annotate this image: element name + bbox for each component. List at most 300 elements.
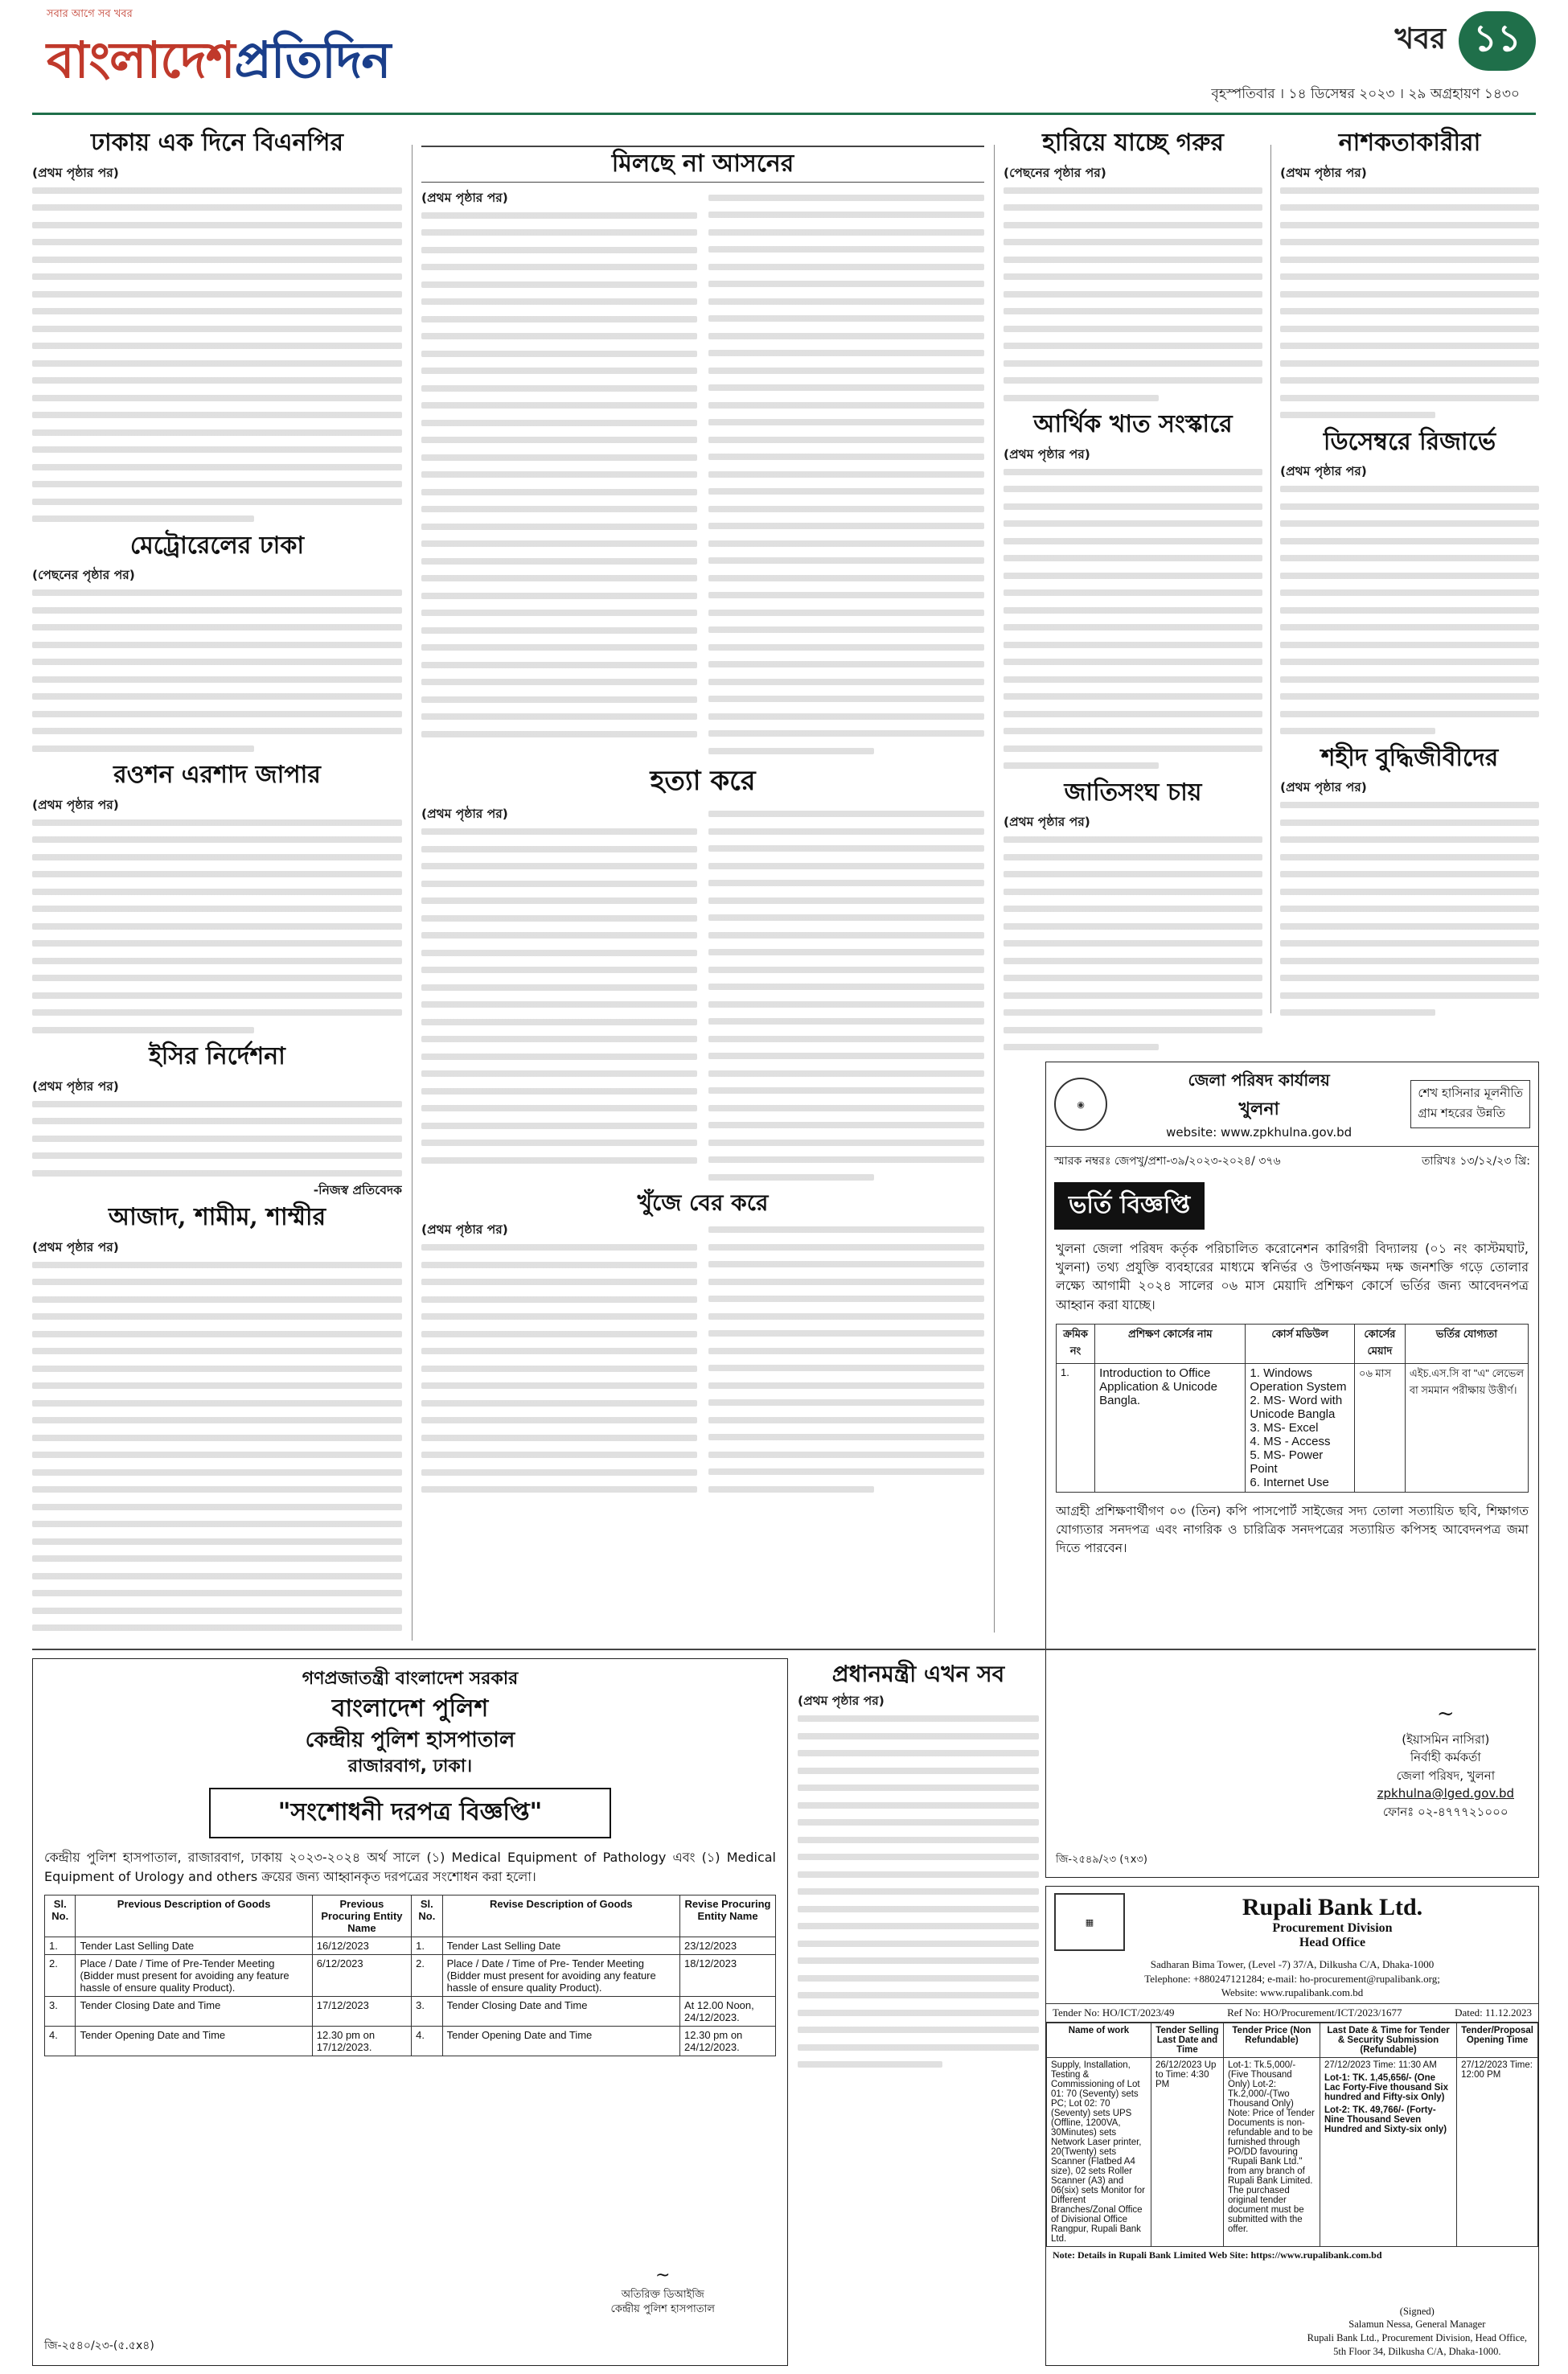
table-header: কোর্সের মেয়াদ <box>1355 1324 1406 1363</box>
table-header: Name of work <box>1047 2023 1151 2057</box>
text-line <box>708 1411 984 1429</box>
article-lead: (প্রথম পৃষ্ঠার পর) <box>32 165 119 180</box>
text-line <box>708 926 984 944</box>
text-line <box>421 1082 697 1100</box>
article-signoff: -নিজস্ব প্রতিবেদক <box>313 1183 402 1197</box>
text-line <box>708 857 984 875</box>
article-headline[interactable]: আর্থিক খাত সংস্কারে <box>1033 410 1233 438</box>
text-line <box>708 909 984 926</box>
article-body <box>798 1692 1039 2073</box>
column-right <box>1280 125 1539 1041</box>
article-headline[interactable]: খুঁজে বের করে <box>637 1189 769 1217</box>
office-name: জেলা পরিষদ কার্যালয় <box>1188 1070 1330 1090</box>
text-line <box>1004 320 1262 338</box>
bank-website[interactable]: Website: www.rupalibank.com.bd <box>1221 1986 1364 1999</box>
text-line <box>1004 848 1262 866</box>
text-line <box>1280 302 1539 320</box>
course-module: 4. MS - Access <box>1250 1434 1331 1448</box>
text-line <box>1280 480 1539 498</box>
text-line <box>32 337 402 355</box>
text-line <box>1280 618 1539 636</box>
text-line <box>421 414 697 432</box>
text-line <box>32 1567 402 1585</box>
article-body-columns <box>421 189 984 760</box>
article-body-columns <box>421 1221 984 1498</box>
text-line <box>421 310 697 328</box>
text-line <box>708 1030 984 1048</box>
masthead-divider <box>32 113 1536 115</box>
signatory-title: অতিরিক্ত ডিআইজি <box>621 2288 704 2301</box>
text-line <box>32 182 402 199</box>
text-line <box>1004 549 1262 567</box>
text-line <box>1004 688 1262 705</box>
article-body <box>421 189 697 760</box>
text-line <box>1004 480 1262 498</box>
tender-intro: কেন্দ্রীয় পুলিশ হাসপাতাল, রাজারবাগ, ঢাকায় ২০২৩-২০২৪ অর্থ সালে (১) Medical Equipment of Pathology এবং (১) Medical Equipment of Urology and others ক্রয়ের জন্য আহ্বানকৃত দরপত্রের সংশোধন করা হলো। <box>44 1849 776 1884</box>
text-line <box>798 1969 1039 1987</box>
text-line <box>708 206 984 224</box>
text-line <box>421 639 697 656</box>
column-middle <box>421 141 984 1637</box>
admission-title: ভর্তি বিজ্ঞপ্তি <box>1054 1182 1205 1230</box>
text-line <box>421 673 697 691</box>
text-line <box>32 389 402 407</box>
article-headline[interactable]: আজাদ, শামীম, শাম্মীর <box>108 1203 326 1231</box>
page-number-badge: ১১ <box>1459 11 1536 71</box>
table-cell: 6/12/2023 <box>312 1954 411 1996</box>
table-cell: 23/12/2023 <box>680 1937 776 1954</box>
text-line <box>32 848 402 866</box>
text-line <box>32 1164 402 1182</box>
table-header: Last Date & Time for Tender & Security Submission (Refundable) <box>1320 2023 1457 2057</box>
tender-number: Tender No: HO/ICT/2023/49 <box>1053 2006 1175 2019</box>
signature-scribble: ~ <box>1436 1701 1455 1726</box>
article-body <box>1004 164 1262 407</box>
text-line <box>421 622 697 639</box>
text-line <box>32 653 402 671</box>
text-line <box>421 518 697 536</box>
text-line <box>32 952 402 970</box>
text-line <box>798 1797 1039 1814</box>
text-line <box>1280 233 1539 251</box>
text-line <box>421 276 697 294</box>
text-line <box>32 1602 402 1620</box>
text-line <box>32 1619 402 1637</box>
text-line <box>1004 199 1262 216</box>
text-line <box>1004 969 1262 987</box>
text-line <box>1004 233 1262 251</box>
text-line <box>1280 848 1539 866</box>
article-headline[interactable]: মিলছে না আসনের <box>421 146 984 183</box>
text-line <box>798 1744 1039 1762</box>
text-line <box>421 1394 697 1412</box>
text-line <box>1280 216 1539 234</box>
text-line <box>1280 722 1435 740</box>
text-line <box>1004 705 1262 723</box>
article-headline[interactable]: নাশকতাকারীরা <box>1338 129 1481 157</box>
signatory-title: নির্বাহী কর্মকর্তা <box>1410 1750 1481 1764</box>
table-cell: 12.30 pm on 17/12/2023. <box>312 2026 411 2056</box>
text-line <box>708 327 984 345</box>
article-body <box>1280 462 1539 740</box>
table-cell: Tender Closing Date and Time <box>442 1996 679 2026</box>
text-line <box>32 618 402 636</box>
table-header: কোর্স মডিউল <box>1246 1324 1355 1363</box>
submission-details <box>1320 2057 1457 2246</box>
bank-signature <box>1307 2305 1527 2360</box>
text-line <box>1280 900 1539 918</box>
table-row <box>1047 2057 1538 2246</box>
text-line <box>32 636 402 654</box>
table-cell: Tender Last Selling Date <box>76 1937 312 1954</box>
text-line <box>421 1411 697 1429</box>
text-line <box>708 1394 984 1411</box>
pm-article <box>804 1641 1034 1649</box>
zila-parishad-admission-ad[interactable] <box>1045 1062 1539 1878</box>
text-line <box>708 500 984 518</box>
text-line <box>708 639 984 656</box>
table-cell: 3. <box>45 1996 76 2026</box>
table-cell: 2. <box>412 1954 442 1996</box>
bank-address: Sadharan Bima Tower, (Level -7) 37/A, Dilkusha C/A, Dhaka-1000 <box>1150 1958 1435 1970</box>
text-line <box>421 1099 697 1117</box>
text-line <box>708 1255 984 1273</box>
text-line <box>708 275 984 293</box>
text-line <box>1004 532 1262 550</box>
text-line <box>1004 831 1262 848</box>
table-header: Sl. No. <box>45 1895 76 1937</box>
table-cell: 3. <box>412 1996 442 2026</box>
text-line <box>1004 584 1262 602</box>
text-line <box>1280 671 1539 688</box>
text-line <box>798 1952 1039 1969</box>
text-line <box>32 1515 402 1533</box>
table-header: Previous Procuring Entity Name <box>312 1895 411 1937</box>
text-line <box>32 510 254 528</box>
text-line <box>1004 636 1262 654</box>
column-divider <box>412 145 413 1641</box>
text-line <box>1004 515 1262 532</box>
text-line <box>708 1221 984 1238</box>
text-line <box>32 722 402 740</box>
text-line <box>708 1238 984 1256</box>
text-line <box>798 1866 1039 1883</box>
text-line <box>421 875 697 893</box>
police-hospital-tender-ad[interactable] <box>32 1658 788 2366</box>
text-line <box>32 1273 402 1291</box>
police-line: বাংলাদেশ পুলিশ <box>331 1694 489 1723</box>
text-line <box>421 362 697 380</box>
text-line <box>421 1308 697 1325</box>
table-header: Tender Selling Last Date and Time <box>1151 2023 1224 2057</box>
lot2-security: Lot-2: TK. 49,766/- (Forty-Nine Thousand Seven Hundred and Sixty-six only) <box>1324 2105 1447 2134</box>
text-line <box>708 293 984 310</box>
memo-number: স্মারক নম্বরঃ জেপখু/প্রশা-৩৯/২০২৩-২০২৪/ ৩৭৬ <box>1054 1155 1281 1168</box>
text-line <box>421 449 697 466</box>
table-cell: Tender Last Selling Date <box>442 1937 679 1954</box>
article-body <box>708 189 984 760</box>
text-line <box>1280 636 1539 654</box>
text-line <box>708 1047 984 1065</box>
article-lead: (প্রথম পৃষ্ঠার পর) <box>1004 446 1090 462</box>
text-line <box>32 1095 402 1113</box>
table-cell: 4. <box>45 2026 76 2056</box>
text-line <box>421 708 697 725</box>
text-line <box>1004 372 1262 389</box>
text-line <box>708 874 984 892</box>
text-line <box>32 1325 402 1343</box>
text-line <box>1004 722 1262 740</box>
column-left <box>32 125 402 1637</box>
text-line <box>798 1727 1039 1745</box>
table-header: Tender Price (Non Refundable) <box>1224 2023 1320 2057</box>
text-line <box>421 823 697 840</box>
text-line <box>708 805 984 823</box>
text-line <box>1004 671 1262 688</box>
article-headline[interactable]: ডিসেম্বরে রিজার্ভে <box>1323 427 1496 456</box>
text-line <box>708 1169 874 1186</box>
text-line <box>708 1325 984 1342</box>
text-line <box>1004 268 1262 285</box>
section-header <box>1395 11 1536 71</box>
text-line <box>32 1411 402 1429</box>
text-line <box>421 1342 697 1360</box>
article-body <box>421 1221 697 1498</box>
table-header: Revise Procuring Entity Name <box>680 1895 776 1937</box>
text-line <box>32 1004 402 1021</box>
text-line <box>421 345 697 363</box>
text-line <box>32 1377 402 1394</box>
text-line <box>1004 182 1262 199</box>
text-line <box>421 961 697 979</box>
text-line <box>708 1134 984 1152</box>
rupali-bank-tender-ad[interactable] <box>1045 1886 1539 2366</box>
table-header: Sl. No. <box>412 1895 442 1937</box>
table-row <box>45 1996 776 2026</box>
motto-line-1: শেখ হাসিনার মূলনীতি <box>1418 1086 1523 1100</box>
article-headline[interactable]: প্রধানমন্ত্রী এখন সব <box>831 1661 1005 1687</box>
article-lead: (প্রথম পৃষ্ঠার পর) <box>32 1239 119 1255</box>
text-line <box>32 900 402 918</box>
text-line <box>1280 532 1539 550</box>
text-line <box>421 910 697 927</box>
text-line <box>421 1291 697 1308</box>
masthead-tagline: সবার আগে সব খবর <box>47 8 133 20</box>
location-line: রাজারবাগ, ঢাকা। <box>347 1756 473 1777</box>
text-line <box>1280 285 1539 303</box>
text-line <box>708 310 984 327</box>
motto-line-2: গ্রাম শহরের উন্নতি <box>1418 1106 1505 1120</box>
text-line <box>708 413 984 431</box>
text-line <box>1004 355 1262 372</box>
text-line <box>32 1464 402 1481</box>
text-line <box>32 814 402 832</box>
article-body <box>421 805 697 1185</box>
course-eligibility: এইচ.এস.সি বা "এ" লেভেল বা সমমান পরীক্ষায় উত্তীর্ণ। <box>1405 1363 1528 1492</box>
text-line <box>708 621 984 639</box>
text-line <box>32 1112 402 1130</box>
table-cell: Tender Closing Date and Time <box>76 1996 312 2026</box>
article-body <box>32 1078 402 1200</box>
text-line <box>32 458 402 476</box>
text-line <box>798 1986 1039 2004</box>
bank-logo-icon: ▦ <box>1054 1893 1125 1951</box>
text-line <box>32 1130 402 1148</box>
text-line <box>708 1359 984 1377</box>
article-body-columns <box>421 805 984 1185</box>
text-line <box>1004 251 1262 269</box>
text-line <box>708 961 984 979</box>
office-website[interactable]: website: www.zpkhulna.gov.bd <box>1166 1125 1353 1140</box>
article-body <box>32 566 402 757</box>
text-line <box>421 587 697 605</box>
text-line <box>32 475 402 493</box>
text-line <box>32 865 402 883</box>
text-line <box>708 1308 984 1325</box>
text-line <box>421 258 697 276</box>
text-line <box>1280 918 1539 935</box>
text-line <box>421 431 697 449</box>
text-line <box>1280 814 1539 832</box>
text-line <box>421 569 697 587</box>
admission-intro: খুলনা জেলা পরিষদ কর্তৃক পরিচালিত করোনেশন কারিগরী বিদ্যালয় (০১ নং কাস্টমঘাট, খুলনা) তথ্য প্রযুক্তি ব্যবহারের মাধ্যমে স্বনির্ভর ও উপার্জনক্ষম দক্ষ জনশক্তি গড়ে তোলার লক্ষ্যে আগামী ২০২৪ সালের ০৬ মাস মেয়াদি প্রশিক্ষণ কোর্সে ভর্তির জন্য আবেদনপত্র আহ্বান করা যাচ্ছে। <box>1056 1241 1529 1312</box>
signatory-office: কেন্দ্রীয় পুলিশ হাসপাতাল <box>610 2302 715 2315</box>
signatory-line-2: Rupali Bank Ltd., Procurement Division, Head Office, <box>1307 2332 1527 2344</box>
selling-date: 26/12/2023 Up to Time: 4:30 PM <box>1151 2057 1224 2246</box>
signatory-name: (ইয়াসমিন নাসিরা) <box>1402 1731 1490 1747</box>
article-headline[interactable]: মেট্রোরেলের ঢাকা <box>129 531 305 560</box>
column-divider <box>994 145 995 1633</box>
text-line <box>708 362 984 380</box>
signed-label: (Signed) <box>1399 2305 1435 2317</box>
signature-scribble: ~ <box>655 2265 671 2286</box>
text-line <box>32 705 402 723</box>
work-name: Supply, Installation, Testing & Commissioning of Lot 01: 70 (Seventy) sets PC; Lot 02: 70 (Seventy) sets UPS (Offline, 1200VA, 30Minutes) sets Network Laser printer, 20(Twenty) sets Scanner (Flatbed A4 size), 02 sets Roller Scanner (A3) and 06(six) sets Monitor for Different Branches/Zonal Office of Divisional Office Rangpur, Rupali Bank Ltd. <box>1047 2057 1151 2246</box>
table-row <box>1057 1363 1529 1492</box>
text-line <box>708 258 984 276</box>
text-line <box>798 2004 1039 2022</box>
text-line <box>32 969 402 987</box>
text-line <box>32 285 402 303</box>
text-line <box>421 1325 697 1343</box>
article-headline[interactable]: হারিয়ে যাচ্ছে গরুর <box>1042 129 1224 157</box>
table-cell: At 12.00 Noon, 24/12/2023. <box>680 1996 776 2026</box>
text-line <box>32 441 402 458</box>
article-headline[interactable]: রওশন এরশাদ জাপার <box>113 761 321 789</box>
text-line <box>1280 337 1539 355</box>
text-line <box>421 1429 697 1447</box>
text-line <box>1280 883 1539 901</box>
text-line <box>1004 216 1262 234</box>
text-line <box>1280 1004 1435 1021</box>
text-line <box>421 926 697 944</box>
text-line <box>421 604 697 622</box>
text-line <box>1280 987 1539 1004</box>
text-line <box>798 2056 942 2073</box>
table-cell: 16/12/2023 <box>312 1937 411 1954</box>
text-line <box>421 1273 697 1291</box>
article-lead: (প্রথম পৃষ্ঠার পর) <box>421 190 508 205</box>
article-headline[interactable]: জাতিসংঘ চায় <box>1064 778 1202 807</box>
text-line <box>32 671 402 688</box>
article-headline[interactable]: হত্যা করে <box>650 765 756 797</box>
text-line <box>421 396 697 414</box>
text-line <box>32 1360 402 1378</box>
text-line <box>708 396 984 414</box>
text-line <box>1280 389 1539 407</box>
text-line <box>1004 302 1262 320</box>
article-headline[interactable]: শহীদ বুদ্ধিজীবীদের <box>1320 743 1499 772</box>
submission-date: 27/12/2023 Time: 11:30 AM <box>1324 2060 1437 2070</box>
bank-division: Procurement Division <box>1272 1921 1393 1935</box>
text-line <box>32 918 402 935</box>
text-line <box>708 1463 984 1481</box>
text-line <box>1280 934 1539 952</box>
text-line <box>708 1290 984 1308</box>
newspaper-logo[interactable] <box>47 23 390 105</box>
text-line <box>708 1082 984 1099</box>
pm-article-column <box>1004 1062 1036 1070</box>
article-body <box>708 805 984 1185</box>
text-line <box>32 740 254 758</box>
text-line <box>421 380 697 397</box>
column-third-lower <box>1004 1037 1041 1045</box>
article-lead: (প্রথম পৃষ্ঠার পর) <box>32 797 119 812</box>
text-line <box>32 831 402 848</box>
lot1-security: Lot-1: TK. 1,45,656/- (One Lac Forty-Five thousand Six hundred and Fifty-six Only) <box>1324 2072 1448 2102</box>
hospital-line: কেন্দ্রীয় পুলিশ হাসপাতাল <box>305 1727 515 1752</box>
text-line <box>421 535 697 552</box>
government-seal-icon: ◉ <box>1054 1078 1107 1131</box>
contact-email[interactable]: zpkhulna@lged.gov.bd <box>1377 1786 1514 1801</box>
text-line <box>1280 688 1539 705</box>
tender-date: Dated: 11.12.2023 <box>1455 2006 1532 2019</box>
article-lead: (প্রথম পৃষ্ঠার পর) <box>421 807 508 822</box>
signatory-office: জেলা পরিষদ, খুলনা <box>1396 1768 1496 1783</box>
text-line <box>708 823 984 840</box>
text-line <box>708 483 984 500</box>
article-body <box>708 1221 984 1498</box>
text-line <box>708 1065 984 1082</box>
text-line <box>32 602 402 619</box>
text-line <box>1004 900 1262 918</box>
article-lead: (প্রথম পৃষ্ঠার পর) <box>1280 780 1367 795</box>
gov-line: গণপ্রজাতন্ত্রী বাংলাদেশ সরকার <box>302 1669 519 1689</box>
table-cell: Tender Opening Date and Time <box>76 2026 312 2056</box>
table-row <box>45 1954 776 1996</box>
text-line <box>1280 199 1539 216</box>
text-line <box>1280 549 1539 567</box>
issue-date: বৃহস্পতিবার । ১৪ ডিসেম্বর ২০২৩ । ২৯ অগ্রহায়ণ ১৪৩০ <box>1211 86 1520 102</box>
text-line <box>708 466 984 483</box>
text-line <box>708 240 984 258</box>
article-headline[interactable]: ইসির নির্দেশনা <box>149 1042 285 1070</box>
text-line <box>421 1134 697 1152</box>
text-line <box>1004 285 1262 303</box>
text-line <box>32 1533 402 1550</box>
text-line <box>32 302 402 320</box>
logo-part-2: প্রতিদিন <box>234 31 391 89</box>
article-headline[interactable]: ঢাকায় এক দিনে বিএনপির <box>91 129 343 157</box>
text-line <box>32 251 402 269</box>
text-line <box>421 1048 697 1066</box>
opening-time: 27/12/2023 Time: 12:00 PM <box>1457 2057 1538 2246</box>
text-line <box>708 892 984 910</box>
ad-header <box>1046 1062 1538 1147</box>
text-line <box>32 268 402 285</box>
text-line <box>421 327 697 345</box>
text-line <box>421 1065 697 1082</box>
